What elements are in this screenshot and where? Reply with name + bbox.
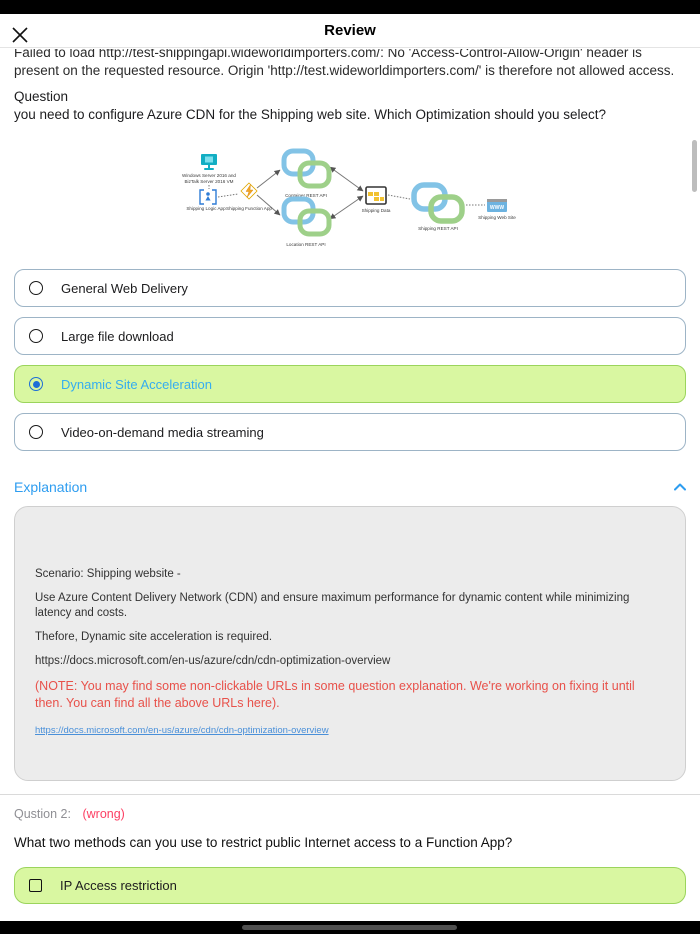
radio-icon[interactable] (29, 329, 43, 343)
wrong-badge: (wrong) (82, 807, 125, 821)
explanation-header[interactable] (14, 478, 686, 496)
question1-label: Question (14, 89, 69, 104)
explanation-label: Explanation (14, 479, 88, 495)
question2-label: Qustion 2: (14, 807, 71, 821)
explanation-paragraph: Thefore, Dynamic site acceleration is required. (35, 631, 273, 643)
container-api-label: Container REST API (285, 193, 327, 198)
option-label: Large file download (61, 328, 174, 344)
option-label: General Web Delivery (61, 280, 188, 296)
shipping-data-icon (366, 187, 386, 204)
vm-label-line2: BizTalk Server 2016 VM (184, 179, 234, 184)
option-label: Dynamic Site Acceleration (61, 376, 213, 392)
cors-error-text: Failed to load http://test-shippingapi.wideworldimporters.com/: No 'Access-Control-Allow-Origin' header is present on the requested resource. Origin 'http://test.wideworldimporters.com/' is therefore not allowed access. (14, 49, 675, 78)
connector-function-container (257, 170, 280, 188)
question1-text: you need to configure Azure CDN for the Shipping web site. Which Optimization should you select? (14, 106, 607, 122)
explanation-url-text: https://docs.microsoft.com/en-us/azure/cdn/cdn-optimization-overview (35, 655, 391, 667)
checkbox-icon[interactable] (29, 879, 42, 892)
bottom-bar (0, 921, 700, 934)
shipping-rest-api-icon (414, 185, 462, 221)
connector-data-restapi (388, 195, 410, 199)
location-api-label: Location REST API (286, 242, 326, 247)
architecture-diagram (0, 147, 700, 259)
option-general-web-delivery[interactable] (14, 269, 686, 307)
connector-container-data (334, 170, 363, 191)
scrollbar-thumb[interactable] (692, 140, 697, 192)
question1-block (14, 88, 686, 123)
close-icon[interactable] (11, 26, 29, 44)
radio-icon[interactable] (29, 425, 43, 439)
explanation-paragraph: Scenario: Shipping website - (35, 568, 181, 580)
explanation-box (14, 506, 686, 781)
option-label: IP Access restriction (60, 878, 177, 893)
vm-label-line1: Windows Server 2016 and (182, 173, 236, 178)
question2-text: What two methods can you use to restrict public Internet access to a Function App? (14, 835, 513, 850)
page-title: Review (324, 22, 376, 39)
app-header (0, 14, 700, 48)
section-divider (0, 794, 700, 795)
question2-meta (14, 807, 686, 821)
container-api-icon (284, 151, 329, 186)
connector-logic-function (218, 194, 238, 197)
option-label: Video-on-demand media streaming (61, 424, 264, 440)
home-indicator[interactable] (242, 925, 457, 930)
option-large-file-download[interactable] (14, 317, 686, 355)
vm-monitor-icon (201, 154, 217, 170)
radio-selected-icon[interactable] (29, 377, 43, 391)
function-app-icon (241, 183, 257, 199)
explanation-note: (NOTE: You may find some non-clickable URLs in some question explanation. We're working on fixing it until then. You can find all the above URLs here). (35, 679, 635, 710)
web-site-label: Shipping Web Site (478, 215, 516, 220)
option-video-on-demand[interactable] (14, 413, 686, 451)
scroll-content[interactable] (0, 49, 700, 921)
connector-location-data (334, 196, 363, 216)
explanation-link[interactable]: https://docs.microsoft.com/en-us/azure/cdn/cdn-optimization-overview (35, 725, 329, 736)
question1-options (0, 269, 700, 451)
shipping-data-label: Shipping Data (361, 208, 391, 213)
chevron-up-icon[interactable] (674, 478, 686, 496)
connector-function-location (257, 195, 280, 215)
radio-icon[interactable] (29, 281, 43, 295)
web-site-icon (487, 199, 507, 212)
explanation-paragraph: Use Azure Content Delivery Network (CDN) and ensure maximum performance for dynamic content while minimizing latency and costs. (35, 592, 630, 619)
shipping-rest-api-label: Shipping REST API (418, 226, 458, 231)
svg-text:WWW: WWW (489, 205, 505, 211)
option-dynamic-site-acceleration[interactable] (14, 365, 686, 403)
function-app-label: Shipping Function App (226, 206, 272, 211)
option-ip-access-restriction[interactable] (14, 867, 686, 904)
logic-app-label: Shipping Logic App (186, 206, 226, 211)
location-api-icon (284, 199, 329, 234)
logic-app-icon (200, 190, 216, 204)
status-bar (0, 0, 700, 14)
